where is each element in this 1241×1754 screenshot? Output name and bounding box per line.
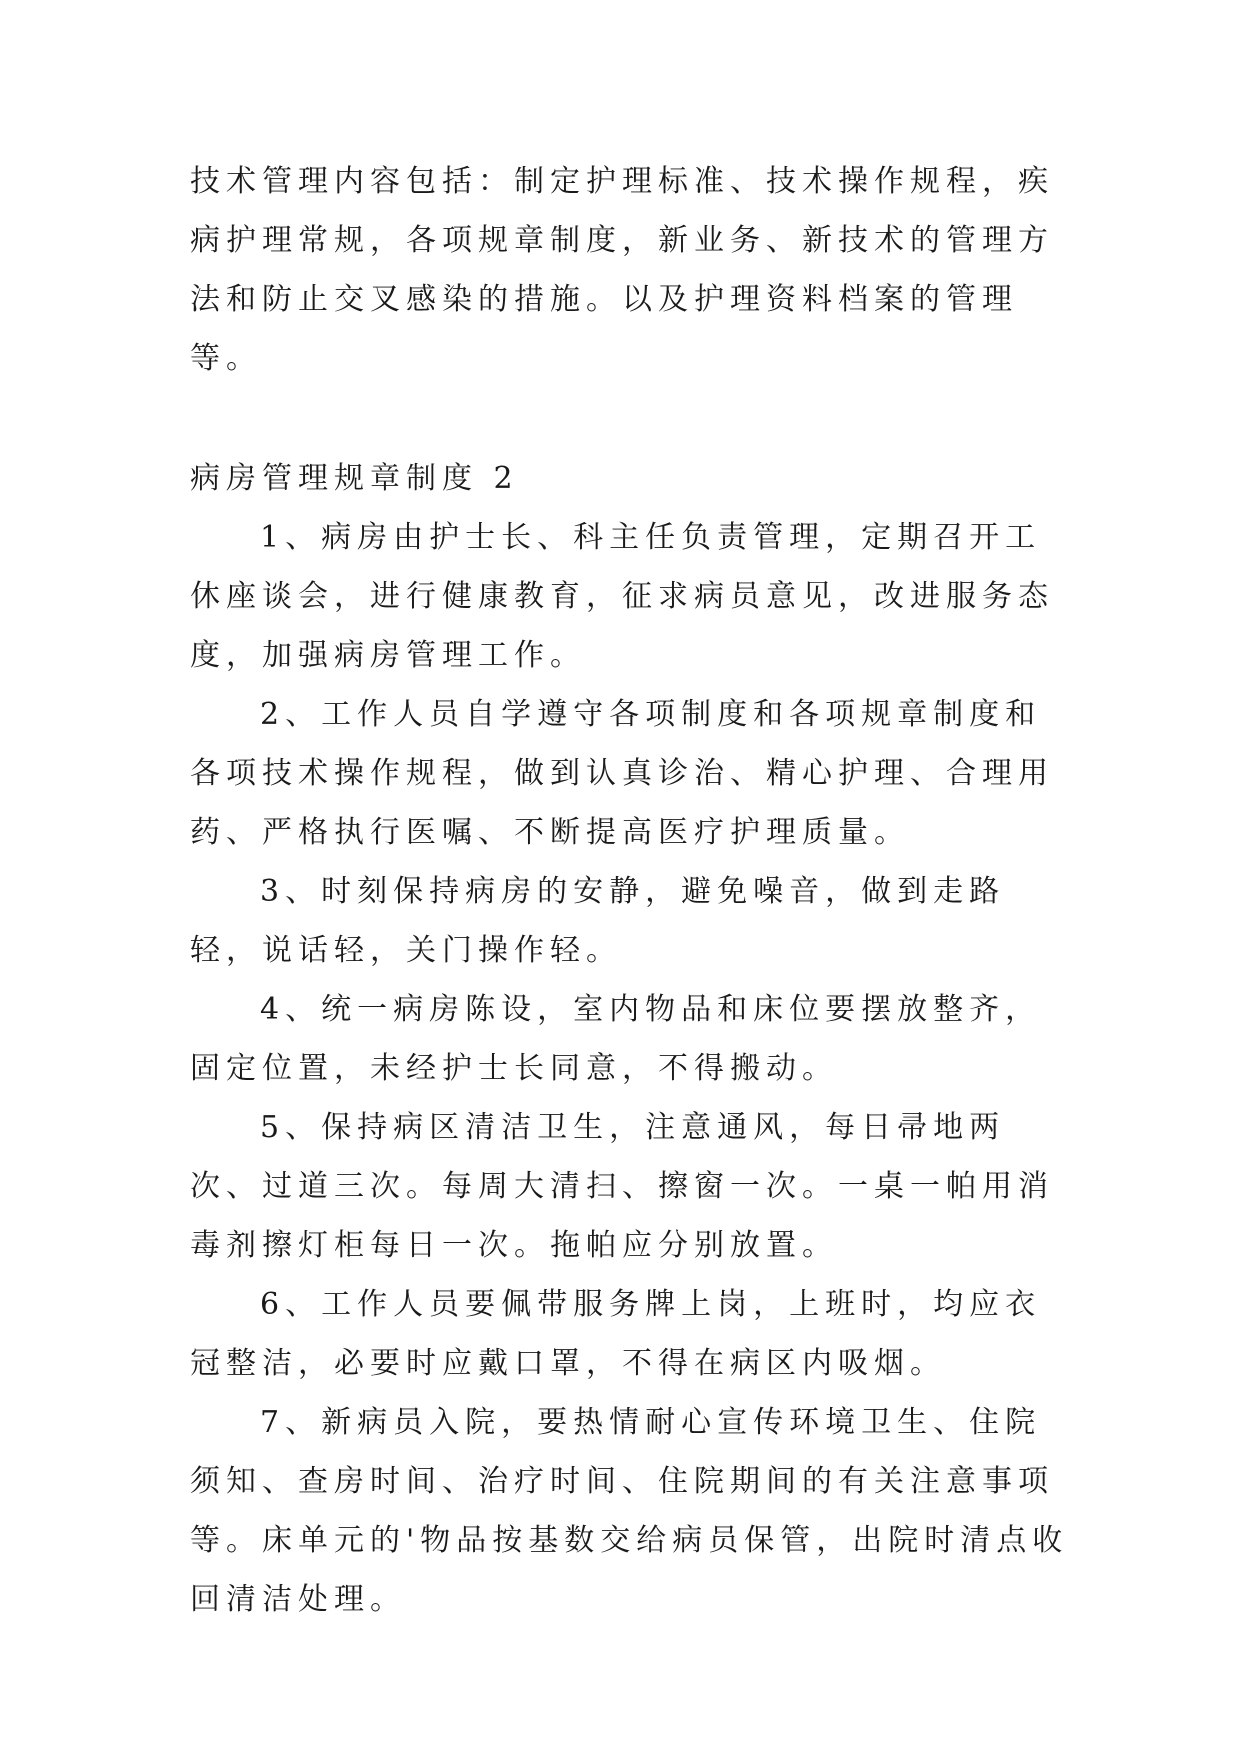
section-title: 病房管理规章制度 2 (190, 461, 519, 496)
rule-item-3: 3、时刻保持病房的安静，避免噪音，做到走路轻，说话轻，关门操作轻。 (190, 874, 1006, 968)
rule-item-7: 7、新病员入院，要热情耐心宣传环境卫生、住院须知、查房时间、治疗时间、住院期间的有关注意事项等。床单元的'物品按基数交给病员保管，出院时清点收回清洁处理。 (190, 1405, 1069, 1617)
rule-item-5: 5、保持病区清洁卫生，注意通风，每日帚地两次、过道三次。每周大清扫、擦窗一次。一桌一帕用消毒剂擦灯柜每日一次。拖帕应分别放置。 (190, 1110, 1054, 1263)
rule-item-2: 2、工作人员自学遵守各项制度和各项规章制度和各项技术操作规程，做到认真诊治、精心护理、合理用药、严格执行医嘱、不断提高医疗护理质量。 (190, 697, 1054, 850)
intro-paragraph: 技术管理内容包括：制定护理标准、技术操作规程，疾病护理常规，各项规章制度，新业务、新技术的管理方法和防止交叉感染的措施。以及护理资料档案的管理等。 (190, 164, 1054, 376)
rule-item-1: 1、病房由护士长、科主任负责管理，定期召开工休座谈会，进行健康教育，征求病员意见，改进服务态度，加强病房管理工作。 (190, 520, 1054, 673)
rule-item-6: 6、工作人员要佩带服务牌上岗，上班时，均应衣冠整洁，必要时应戴口罩，不得在病区内吸烟。 (190, 1287, 1042, 1381)
rule-item-4: 4、统一病房陈设，室内物品和床位要摆放整齐，固定位置，未经护士长同意，不得搬动。 (190, 992, 1042, 1086)
rules-list (190, 508, 1070, 1629)
